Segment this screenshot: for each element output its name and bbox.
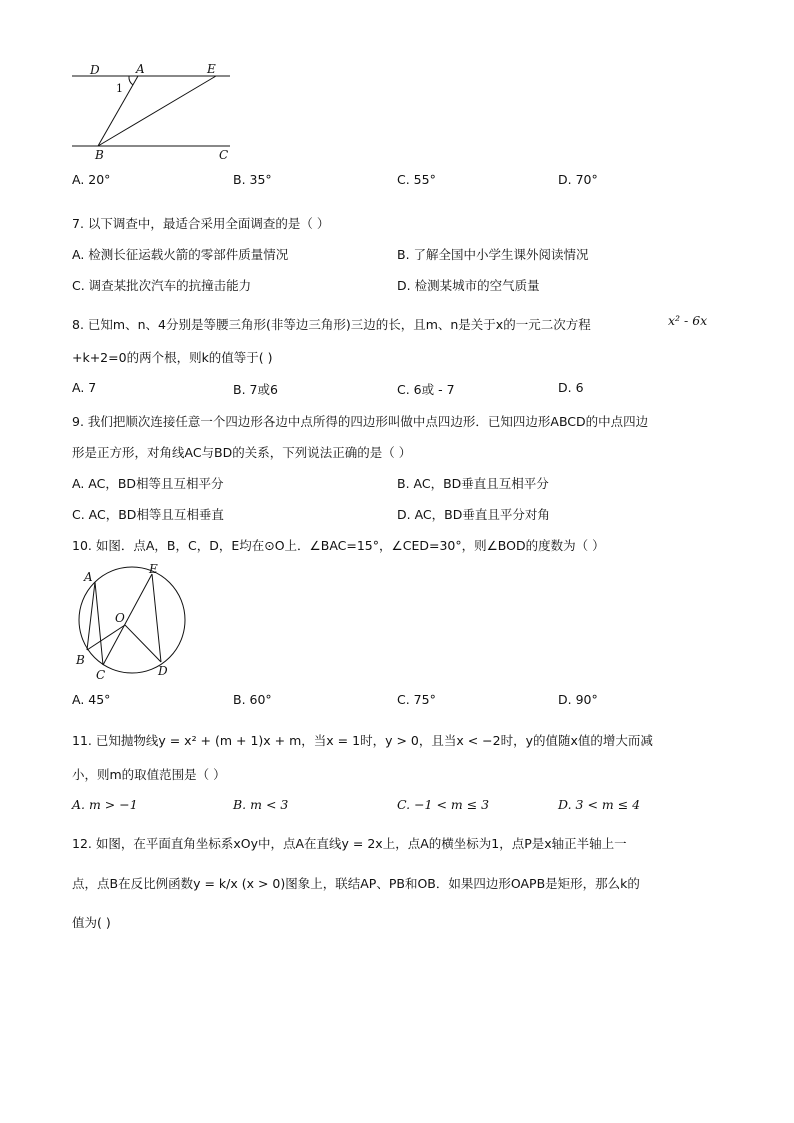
label-A: A <box>136 62 145 76</box>
q8-line1: 8. 已知m、n、4分别是等腰三角形(非等边三角形)三边的长，且m、n是关于x的一元二次方程 <box>72 317 591 332</box>
q9-line1: 9. 我们把顺次连接任意一个四边形各边中点所得的四边形叫做中点四边形．已知四边形ABCD的中点四边 <box>72 414 649 429</box>
q7-option-d: D. 检测某城市的空气质量 <box>397 278 540 293</box>
q11-option-a: A. m > −1 <box>72 797 138 812</box>
circle-figure <box>70 560 195 682</box>
q6-option-a: A. 20° <box>72 172 111 187</box>
q6-option-c: C. 55° <box>397 172 436 187</box>
q8-option-d: D. 6 <box>558 380 584 395</box>
q7-option-c: C. 调查某批次汽车的抗撞击能力 <box>72 278 252 293</box>
q12-line1: 12. 如图，在平面直角坐标系xOy中，点A在直线y = 2x上，点A的横坐标为1，点P是x轴正半轴上一 <box>72 836 627 851</box>
q10-option-c: C. 75° <box>397 692 436 707</box>
label-E: E <box>207 62 216 76</box>
q8-option-b: B. 7或6 <box>233 382 278 397</box>
q12-line2: 点，点B在反比例函数y = k/x (x > 0)图象上，联结AP、PB和OB．如果四边形OAPB是矩形，那么k的 <box>72 876 640 891</box>
q10-option-a: A. 45° <box>72 692 111 707</box>
label-C: C <box>96 668 106 682</box>
label-O: O <box>115 611 125 625</box>
q11-option-b: B. m < 3 <box>233 797 289 812</box>
q8-line2: +k+2=0的两个根，则k的值等于( ) <box>72 350 273 365</box>
label-B: B <box>76 653 85 667</box>
q8-option-a: A. 7 <box>72 380 97 395</box>
parallel-lines-figure <box>66 58 236 166</box>
q12-line3: 值为( ) <box>72 915 111 930</box>
label-D: D <box>90 63 100 77</box>
label-E: E <box>149 562 158 576</box>
q9-option-c: C. AC，BD相等且互相垂直 <box>72 507 224 522</box>
q6-option-b: B. 35° <box>233 172 272 187</box>
q10-option-b: B. 60° <box>233 692 272 707</box>
q9-option-b: B. AC，BD垂直且互相平分 <box>397 476 549 491</box>
q11-line2: 小，则m的取值范围是（ ） <box>72 767 226 782</box>
q7-option-a: A. 检测长征运载火箭的零部件质量情况 <box>72 247 289 262</box>
q11-line1: 11. 已知抛物线y = x² + (m + 1)x + m，当x = 1时，y > 0，且当x < −2时，y的值随x值的增大而减 <box>72 733 653 748</box>
label-1: 1 <box>116 82 123 95</box>
q6-option-d: D. 70° <box>558 172 598 187</box>
q10-stem: 10. 如图．点A，B，C，D，E均在⊙O上．∠BAC=15°，∠CED=30°，则∠BOD的度数为（ ） <box>72 538 605 553</box>
q7-option-b: B. 了解全国中小学生课外阅读情况 <box>397 247 589 262</box>
q10-option-d: D. 90° <box>558 692 598 707</box>
q11-option-d: D. 3 < m ≤ 4 <box>558 797 641 812</box>
q11-option-c: C. −1 < m ≤ 3 <box>397 797 490 812</box>
q9-line2: 形是正方形，对角线AC与BD的关系，下列说法正确的是（ ） <box>72 445 412 460</box>
label-C: C <box>219 148 229 162</box>
q8-equation: x² - 6x <box>668 313 708 328</box>
label-B: B <box>95 148 104 162</box>
q9-option-d: D. AC，BD垂直且平分对角 <box>397 507 550 522</box>
q7-stem: 7. 以下调查中，最适合采用全面调查的是（ ） <box>72 216 330 231</box>
q8-option-c: C. 6或 - 7 <box>397 382 455 397</box>
label-A: A <box>84 570 93 584</box>
label-D: D <box>158 664 168 678</box>
q9-option-a: A. AC，BD相等且互相平分 <box>72 476 224 491</box>
